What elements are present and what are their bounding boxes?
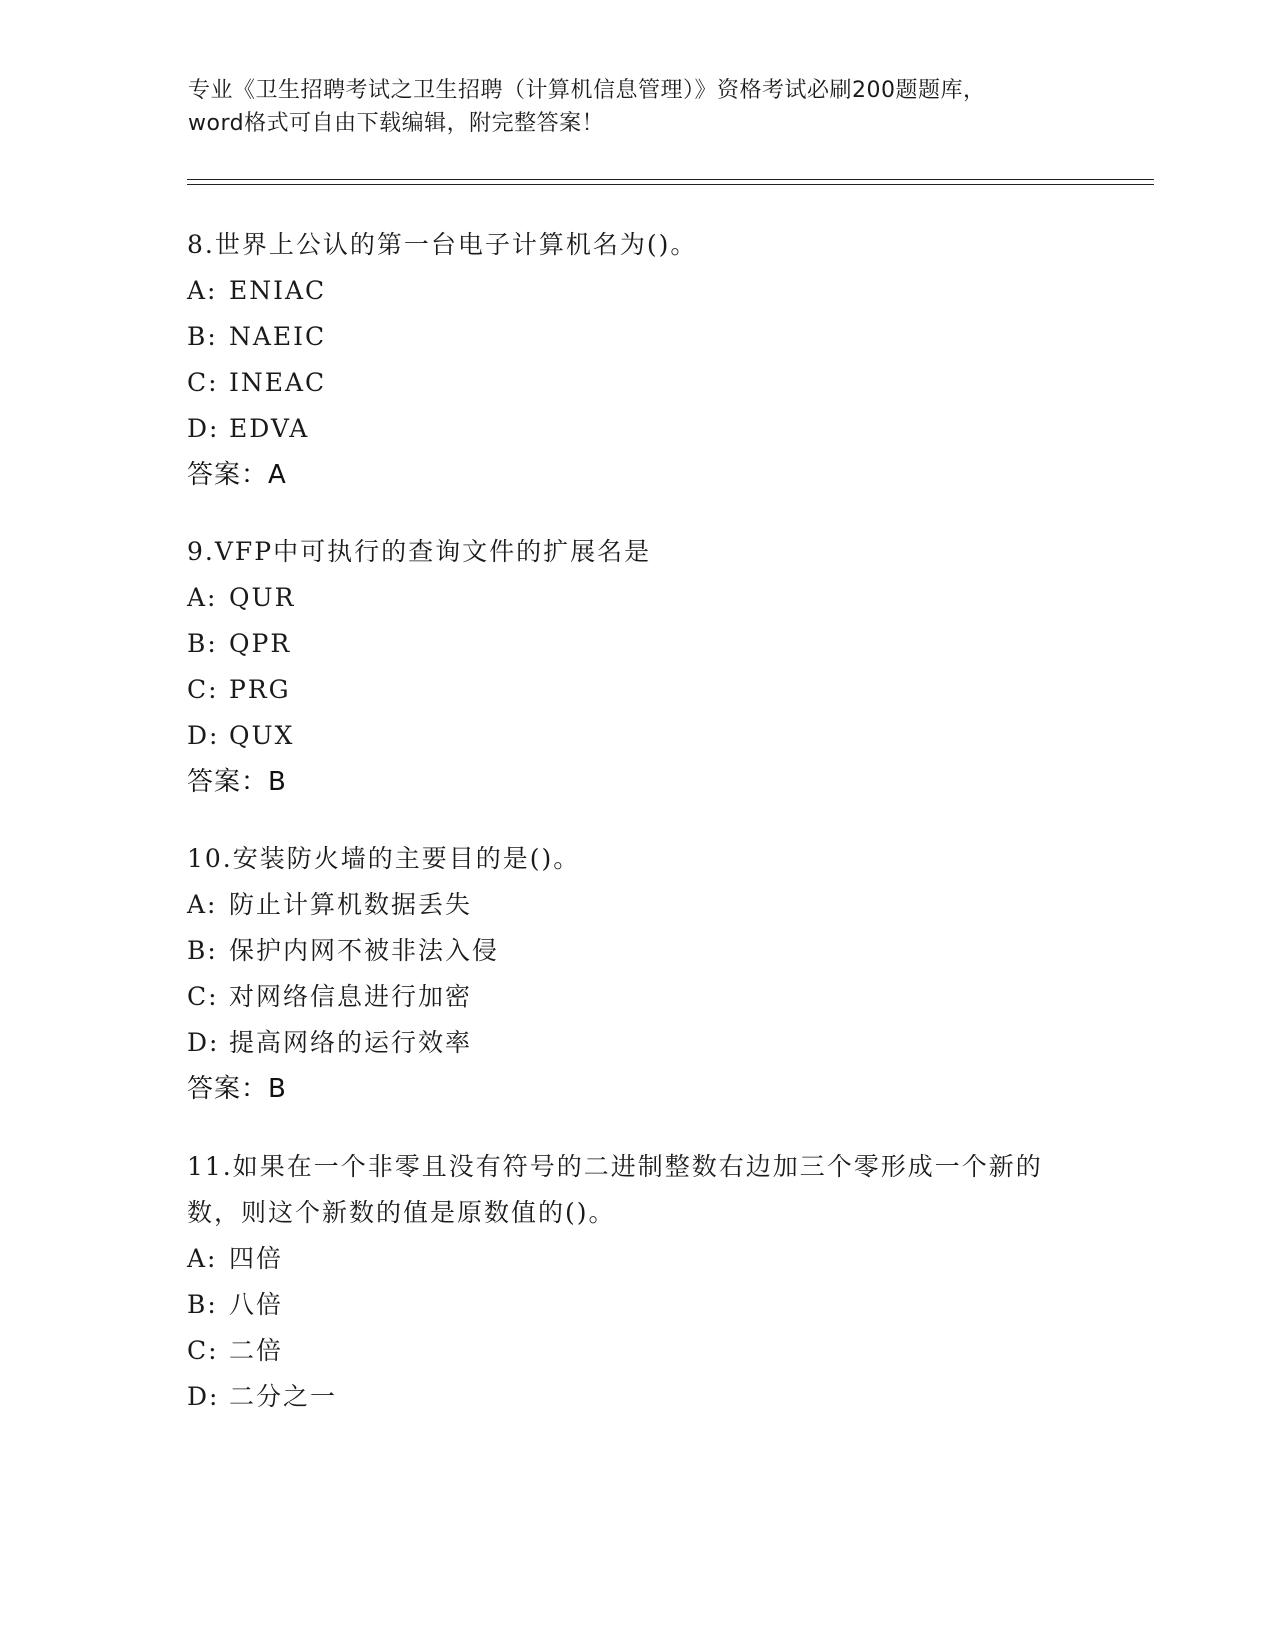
question-10 [187, 836, 1087, 1112]
header-line-2: word格式可自由下载编辑，附完整答案！ [188, 111, 605, 136]
option-text: EDVA [229, 414, 310, 443]
option-text: 提高网络的运行效率 [229, 1028, 473, 1057]
answer-line [187, 452, 1087, 498]
option-c [187, 667, 1087, 713]
option-letter: A: [187, 276, 218, 305]
answer-line [187, 1066, 1087, 1112]
option-text: QUX [229, 721, 295, 750]
option-letter: D: [187, 1028, 220, 1057]
option-c [187, 974, 1087, 1020]
header-line-1: 专业《卫生招聘考试之卫生招聘（计算机信息管理）》资格考试必刷200题题库， [188, 78, 986, 103]
option-text: 二倍 [229, 1336, 284, 1365]
option-letter: C: [187, 1336, 219, 1365]
option-text: 防止计算机数据丢失 [229, 890, 473, 919]
option-letter: A: [187, 890, 218, 919]
option-c [187, 360, 1087, 406]
header-divider-top [187, 179, 1154, 180]
answer-value: B [268, 1074, 287, 1104]
option-d [187, 406, 1087, 452]
option-letter: C: [187, 368, 219, 397]
question-title: 10.安装防火墙的主要目的是()。 [187, 844, 581, 873]
option-letter: B: [187, 322, 218, 351]
option-text: QUR [229, 583, 296, 612]
option-a [187, 882, 1087, 928]
question-11 [187, 1144, 1067, 1420]
answer-value: A [268, 460, 287, 490]
answer-line [187, 759, 1087, 805]
option-b [187, 928, 1087, 974]
question-title: 9.VFP中可执行的查询文件的扩展名是 [187, 537, 652, 566]
option-b [187, 621, 1087, 667]
option-text: 对网络信息进行加密 [229, 982, 473, 1011]
option-text: NAEIC [229, 322, 327, 351]
option-b [187, 314, 1087, 360]
option-text: 保护内网不被非法入侵 [229, 936, 500, 965]
option-text: QPR [229, 629, 292, 658]
option-letter: D: [187, 1382, 220, 1411]
answer-label: 答案： [187, 1074, 269, 1104]
question-title: 11.如果在一个非零且没有符号的二进制整数右边加三个零形成一个新的数，则这个新数的值是原数值的()。 [187, 1152, 1043, 1227]
header-divider-bottom [187, 184, 1154, 185]
option-letter: B: [187, 1290, 218, 1319]
option-d [187, 1374, 1067, 1420]
question-9 [187, 529, 1087, 805]
answer-label: 答案： [187, 460, 269, 490]
option-a [187, 1236, 1067, 1282]
option-text: ENIAC [229, 276, 327, 305]
option-c [187, 1328, 1067, 1374]
option-text: INEAC [229, 368, 327, 397]
option-letter: C: [187, 675, 219, 704]
option-letter: D: [187, 414, 220, 443]
answer-value: B [268, 767, 287, 797]
option-d [187, 713, 1087, 759]
option-text: 四倍 [229, 1244, 284, 1273]
document-header [188, 74, 1088, 140]
option-letter: A: [187, 1244, 218, 1273]
option-text: 八倍 [229, 1290, 284, 1319]
option-letter: A: [187, 583, 218, 612]
question-title: 8.世界上公认的第一台电子计算机名为()。 [187, 230, 698, 259]
option-text: 二分之一 [229, 1382, 338, 1411]
question-8 [187, 222, 1087, 498]
option-letter: B: [187, 629, 218, 658]
option-d [187, 1020, 1087, 1066]
option-a [187, 268, 1087, 314]
option-a [187, 575, 1087, 621]
option-letter: D: [187, 721, 220, 750]
option-text: PRG [229, 675, 291, 704]
answer-label: 答案： [187, 767, 269, 797]
option-b [187, 1282, 1067, 1328]
option-letter: B: [187, 936, 218, 965]
option-letter: C: [187, 982, 219, 1011]
